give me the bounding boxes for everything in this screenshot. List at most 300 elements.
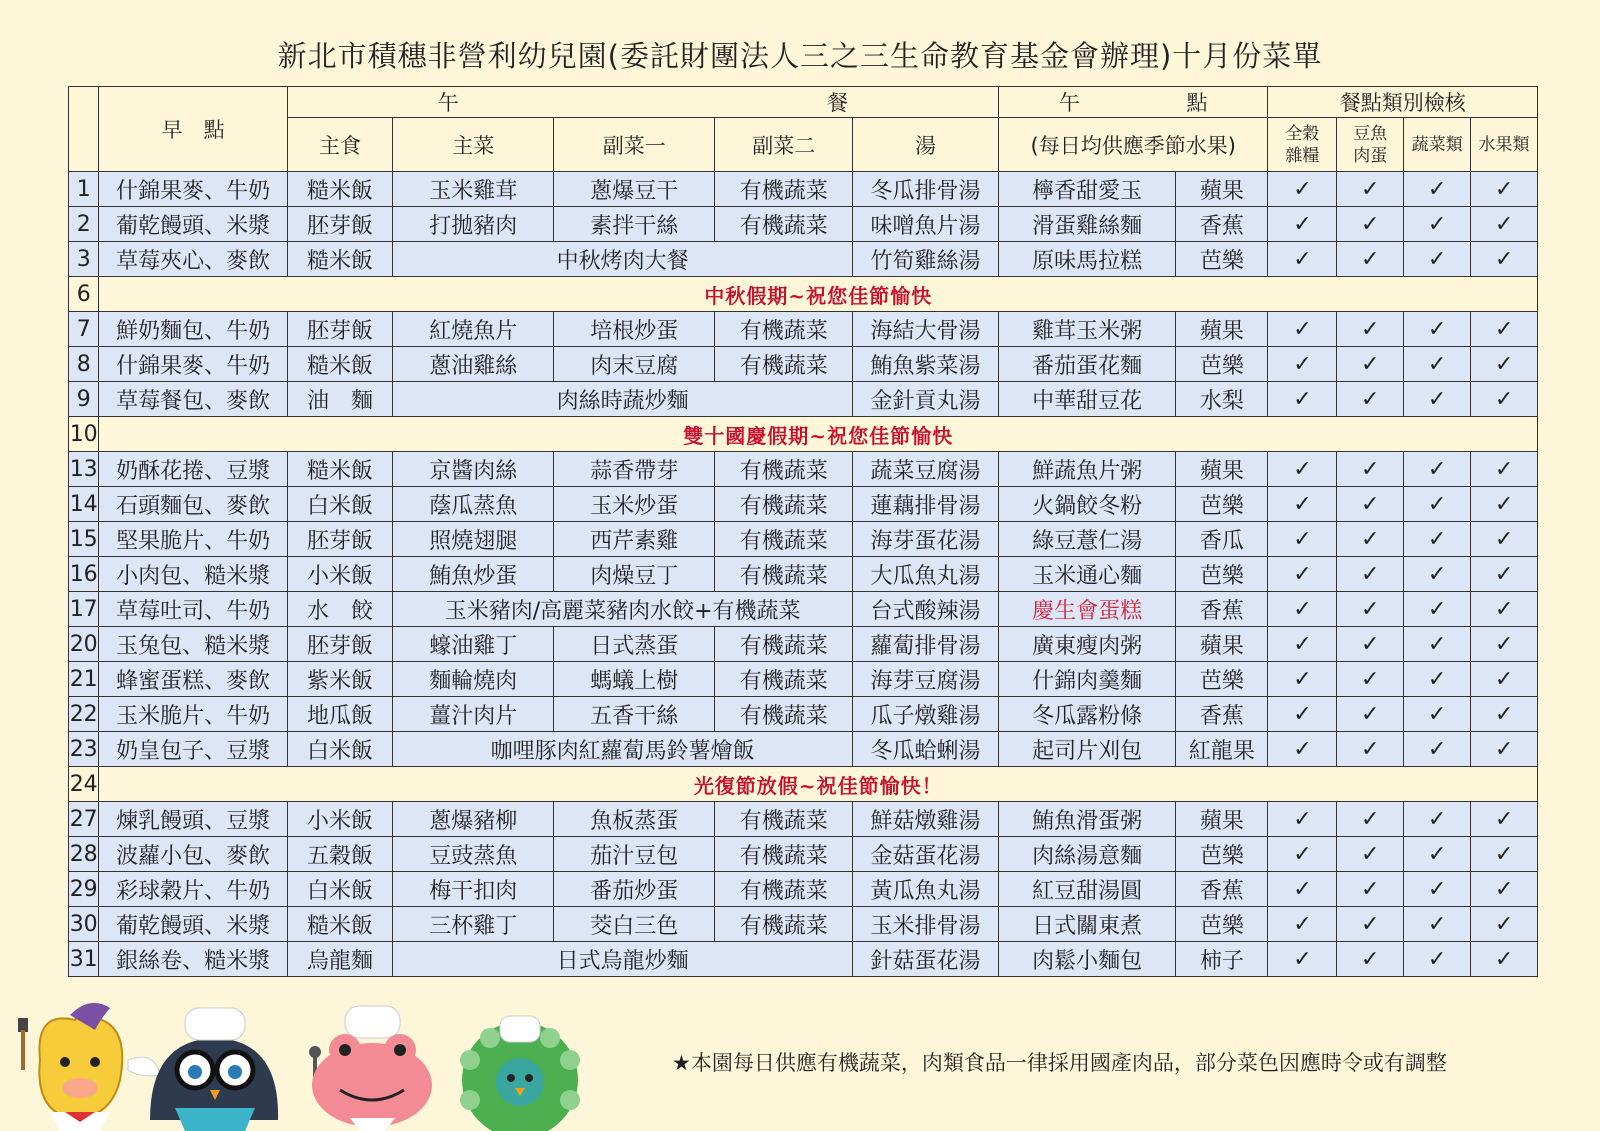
date-cell: 3 [69, 242, 99, 277]
date-cell: 22 [69, 697, 99, 732]
check-protein-mark: ✓ [1337, 697, 1404, 732]
combined-dish-cell: 咖哩豚肉紅蘿蔔馬鈴薯燴飯 [393, 732, 853, 767]
main-dish-cell: 三杯雞丁 [393, 907, 554, 942]
menu-row [69, 242, 1538, 277]
check-protein-mark: ✓ [1337, 662, 1404, 697]
staple-cell: 小米飯 [287, 802, 392, 837]
check-grain-mark: ✓ [1268, 627, 1337, 662]
staple-cell: 糙米飯 [287, 907, 392, 942]
staple-cell: 小米飯 [287, 557, 392, 592]
fruit-cell: 蘋果 [1176, 627, 1268, 662]
menu-row [69, 487, 1538, 522]
side-dish2-cell: 有機蔬菜 [715, 872, 853, 907]
breakfast-cell: 小肉包、糙米漿 [99, 557, 287, 592]
side-dish1-cell: 茄汁豆包 [554, 837, 715, 872]
breakfast-cell: 什錦果麥、牛奶 [99, 172, 287, 207]
check-veg-mark: ✓ [1404, 872, 1471, 907]
holiday-row [69, 767, 1538, 802]
date-cell: 24 [69, 767, 99, 802]
breakfast-cell: 煉乳饅頭、豆漿 [99, 802, 287, 837]
date-cell: 14 [69, 487, 99, 522]
date-cell: 9 [69, 382, 99, 417]
date-cell: 31 [69, 942, 99, 977]
fruit-cell: 芭樂 [1176, 837, 1268, 872]
check-fruit-mark: ✓ [1471, 487, 1538, 522]
menu-row [69, 802, 1538, 837]
check-protein-mark: ✓ [1337, 627, 1404, 662]
side-dish2-cell: 有機蔬菜 [715, 662, 853, 697]
soup-cell: 味噌魚片湯 [853, 207, 999, 242]
snack-cell: 火鍋餃冬粉 [999, 487, 1176, 522]
soup-cell: 玉米排骨湯 [853, 907, 999, 942]
header-snack-left: 午 [1059, 91, 1080, 115]
mascot-frog [309, 1006, 432, 1131]
side-dish2-cell: 有機蔬菜 [715, 627, 853, 662]
breakfast-cell: 草莓夾心、麥飲 [99, 242, 287, 277]
breakfast-cell: 玉兔包、糙米漿 [99, 627, 287, 662]
soup-cell: 冬瓜排骨湯 [853, 172, 999, 207]
check-grain-mark: ✓ [1268, 452, 1337, 487]
header-check-protein [1337, 118, 1404, 172]
check-grain-mark: ✓ [1268, 172, 1337, 207]
check-veg-mark: ✓ [1404, 907, 1471, 942]
menu-row [69, 557, 1538, 592]
snack-cell: 雞茸玉米粥 [999, 312, 1176, 347]
staple-cell: 糙米飯 [287, 452, 392, 487]
holiday-note: 中秋假期~祝您佳節愉快 [99, 277, 1538, 312]
side-dish2-cell: 有機蔬菜 [715, 802, 853, 837]
snack-cell: 肉鬆小麵包 [999, 942, 1176, 977]
check-protein-mark: ✓ [1337, 347, 1404, 382]
menu-row [69, 347, 1538, 382]
soup-cell: 瓜子燉雞湯 [853, 697, 999, 732]
header-check-grain-label: 全穀雜糧 [1285, 123, 1320, 166]
snack-cell: 冬瓜露粉條 [999, 697, 1176, 732]
header-check: 餐點類別檢核 [1268, 87, 1538, 118]
fruit-cell: 芭樂 [1176, 242, 1268, 277]
date-cell: 10 [69, 417, 99, 452]
date-cell: 23 [69, 732, 99, 767]
check-protein-mark: ✓ [1337, 802, 1404, 837]
staple-cell: 糙米飯 [287, 242, 392, 277]
date-cell: 8 [69, 347, 99, 382]
menu-row [69, 907, 1538, 942]
snack-cell: 慶生會蛋糕 [999, 592, 1176, 627]
side-dish2-cell: 有機蔬菜 [715, 907, 853, 942]
staple-cell: 五穀飯 [287, 837, 392, 872]
date-cell: 15 [69, 522, 99, 557]
check-fruit-mark: ✓ [1471, 592, 1538, 627]
breakfast-cell: 什錦果麥、牛奶 [99, 347, 287, 382]
header-check-veg: 蔬菜類 [1404, 118, 1471, 172]
header-breakfast: 早 點 [99, 87, 287, 172]
check-veg-mark: ✓ [1404, 732, 1471, 767]
check-grain-mark: ✓ [1268, 592, 1337, 627]
check-grain-mark: ✓ [1268, 802, 1337, 837]
check-protein-mark: ✓ [1337, 452, 1404, 487]
check-fruit-mark: ✓ [1471, 697, 1538, 732]
header-check-grain [1268, 118, 1337, 172]
header-snack-right: 點 [1186, 91, 1208, 115]
breakfast-cell: 奶酥花捲、豆漿 [99, 452, 287, 487]
fruit-cell: 蘋果 [1176, 802, 1268, 837]
date-cell: 27 [69, 802, 99, 837]
menu-table [68, 86, 1538, 977]
check-veg-mark: ✓ [1404, 802, 1471, 837]
footer-note: ★本園每日供應有機蔬菜，肉類食品一律採用國產肉品，部分菜色因應時令或有調整 [672, 1051, 1447, 1075]
fruit-cell: 蘋果 [1176, 312, 1268, 347]
side-dish1-cell: 素拌干絲 [554, 207, 715, 242]
breakfast-cell: 彩球穀片、牛奶 [99, 872, 287, 907]
combined-dish-cell: 玉米豬肉/高麗菜豬肉水餃+有機蔬菜 [393, 592, 853, 627]
check-veg-mark: ✓ [1404, 557, 1471, 592]
fruit-cell: 水梨 [1176, 382, 1268, 417]
header-side1: 副菜一 [554, 118, 715, 172]
combined-dish-cell: 中秋烤肉大餐 [393, 242, 853, 277]
menu-row [69, 872, 1538, 907]
check-veg-mark: ✓ [1404, 592, 1471, 627]
soup-cell: 蓮藕排骨湯 [853, 487, 999, 522]
fruit-cell: 蘋果 [1176, 452, 1268, 487]
menu-row [69, 732, 1538, 767]
breakfast-cell: 鮮奶麵包、牛奶 [99, 312, 287, 347]
check-grain-mark: ✓ [1268, 242, 1337, 277]
check-protein-mark: ✓ [1337, 312, 1404, 347]
check-fruit-mark: ✓ [1471, 872, 1538, 907]
check-grain-mark: ✓ [1268, 942, 1337, 977]
main-dish-cell: 豆豉蒸魚 [393, 837, 554, 872]
staple-cell: 糙米飯 [287, 347, 392, 382]
breakfast-cell: 石頭麵包、麥飲 [99, 487, 287, 522]
check-veg-mark: ✓ [1404, 522, 1471, 557]
check-fruit-mark: ✓ [1471, 207, 1538, 242]
menu-row [69, 172, 1538, 207]
holiday-note: 雙十國慶假期~祝您佳節愉快 [99, 417, 1538, 452]
side-dish2-cell: 有機蔬菜 [715, 487, 853, 522]
check-grain-mark: ✓ [1268, 312, 1337, 347]
check-protein-mark: ✓ [1337, 522, 1404, 557]
side-dish1-cell: 肉燥豆丁 [554, 557, 715, 592]
header-soup: 湯 [853, 118, 999, 172]
fruit-cell: 香蕉 [1176, 592, 1268, 627]
side-dish1-cell: 玉米炒蛋 [554, 487, 715, 522]
holiday-note: 光復節放假~祝佳節愉快！ [99, 767, 1538, 802]
staple-cell: 白米飯 [287, 732, 392, 767]
menu-row [69, 942, 1538, 977]
mascot-peacock [460, 1016, 580, 1131]
header-staple: 主食 [287, 118, 392, 172]
snack-cell: 什錦肉羹麵 [999, 662, 1176, 697]
fruit-cell: 香蕉 [1176, 872, 1268, 907]
check-fruit-mark: ✓ [1471, 662, 1538, 697]
check-grain-mark: ✓ [1268, 697, 1337, 732]
page-title: 新北市積穗非營利幼兒園(委託財團法人三之三生命教育基金會辦理)十月份菜單 [277, 39, 1323, 73]
soup-cell: 蔬菜豆腐湯 [853, 452, 999, 487]
snack-cell: 番茄蛋花麵 [999, 347, 1176, 382]
staple-cell: 糙米飯 [287, 172, 392, 207]
side-dish1-cell: 魚板蒸蛋 [554, 802, 715, 837]
main-dish-cell: 照燒翅腿 [393, 522, 554, 557]
check-fruit-mark: ✓ [1471, 627, 1538, 662]
side-dish1-cell: 蒜香帶芽 [554, 452, 715, 487]
header-snack [999, 87, 1268, 118]
side-dish1-cell: 茭白三色 [554, 907, 715, 942]
breakfast-cell: 草莓吐司、牛奶 [99, 592, 287, 627]
combined-dish-cell: 日式烏龍炒麵 [393, 942, 853, 977]
staple-cell: 紫米飯 [287, 662, 392, 697]
side-dish2-cell: 有機蔬菜 [715, 837, 853, 872]
header-date-cell [69, 87, 99, 172]
date-cell: 21 [69, 662, 99, 697]
menu-row [69, 522, 1538, 557]
breakfast-cell: 波蘿小包、麥飲 [99, 837, 287, 872]
fruit-cell: 芭樂 [1176, 662, 1268, 697]
check-fruit-mark: ✓ [1471, 452, 1538, 487]
staple-cell: 胚芽飯 [287, 522, 392, 557]
side-dish2-cell: 有機蔬菜 [715, 347, 853, 382]
fruit-cell: 芭樂 [1176, 487, 1268, 522]
check-grain-mark: ✓ [1268, 907, 1337, 942]
check-fruit-mark: ✓ [1471, 382, 1538, 417]
main-dish-cell: 蔥爆豬柳 [393, 802, 554, 837]
main-dish-cell: 蔭瓜蒸魚 [393, 487, 554, 522]
check-grain-mark: ✓ [1268, 522, 1337, 557]
check-fruit-mark: ✓ [1471, 522, 1538, 557]
header-main: 主菜 [393, 118, 554, 172]
date-cell: 13 [69, 452, 99, 487]
menu-row [69, 207, 1538, 242]
soup-cell: 海芽豆腐湯 [853, 662, 999, 697]
check-veg-mark: ✓ [1404, 837, 1471, 872]
main-dish-cell: 京醬肉絲 [393, 452, 554, 487]
check-protein-mark: ✓ [1337, 592, 1404, 627]
soup-cell: 鮮菇燉雞湯 [853, 802, 999, 837]
side-dish1-cell: 螞蟻上樹 [554, 662, 715, 697]
date-cell: 28 [69, 837, 99, 872]
soup-cell: 金針貢丸湯 [853, 382, 999, 417]
mascot-unicorn [18, 1003, 160, 1131]
check-veg-mark: ✓ [1404, 242, 1471, 277]
staple-cell: 烏龍麵 [287, 942, 392, 977]
menu-row [69, 697, 1538, 732]
main-dish-cell: 薑汁肉片 [393, 697, 554, 732]
fruit-cell: 芭樂 [1176, 557, 1268, 592]
side-dish2-cell: 有機蔬菜 [715, 697, 853, 732]
fruit-cell: 蘋果 [1176, 172, 1268, 207]
date-cell: 1 [69, 172, 99, 207]
soup-cell: 海結大骨湯 [853, 312, 999, 347]
main-dish-cell: 紅燒魚片 [393, 312, 554, 347]
header-side2: 副菜二 [715, 118, 853, 172]
check-protein-mark: ✓ [1337, 942, 1404, 977]
snack-cell: 起司片刈包 [999, 732, 1176, 767]
check-fruit-mark: ✓ [1471, 172, 1538, 207]
breakfast-cell: 葡乾饅頭、米漿 [99, 207, 287, 242]
snack-cell: 玉米通心麵 [999, 557, 1176, 592]
side-dish1-cell: 蔥爆豆干 [554, 172, 715, 207]
check-protein-mark: ✓ [1337, 242, 1404, 277]
check-fruit-mark: ✓ [1471, 802, 1538, 837]
check-grain-mark: ✓ [1268, 487, 1337, 522]
side-dish2-cell: 有機蔬菜 [715, 522, 853, 557]
date-cell: 29 [69, 872, 99, 907]
check-veg-mark: ✓ [1404, 942, 1471, 977]
check-fruit-mark: ✓ [1471, 347, 1538, 382]
soup-cell: 蘿蔔排骨湯 [853, 627, 999, 662]
snack-cell: 原味馬拉糕 [999, 242, 1176, 277]
side-dish2-cell: 有機蔬菜 [715, 312, 853, 347]
main-dish-cell: 梅干扣肉 [393, 872, 554, 907]
main-dish-cell: 鮪魚炒蛋 [393, 557, 554, 592]
check-protein-mark: ✓ [1337, 557, 1404, 592]
staple-cell: 胚芽飯 [287, 627, 392, 662]
soup-cell: 台式酸辣湯 [853, 592, 999, 627]
menu-row [69, 627, 1538, 662]
soup-cell: 針菇蛋花湯 [853, 942, 999, 977]
check-fruit-mark: ✓ [1471, 312, 1538, 347]
snack-cell: 紅豆甜湯圓 [999, 872, 1176, 907]
side-dish2-cell: 有機蔬菜 [715, 557, 853, 592]
check-veg-mark: ✓ [1404, 312, 1471, 347]
check-protein-mark: ✓ [1337, 382, 1404, 417]
header-lunch-left: 午 [437, 91, 459, 115]
header-lunch [287, 87, 998, 118]
fruit-cell: 香蕉 [1176, 697, 1268, 732]
fruit-cell: 香瓜 [1176, 522, 1268, 557]
breakfast-cell: 草莓餐包、麥飲 [99, 382, 287, 417]
check-fruit-mark: ✓ [1471, 942, 1538, 977]
check-grain-mark: ✓ [1268, 872, 1337, 907]
date-cell: 2 [69, 207, 99, 242]
side-dish2-cell: 有機蔬菜 [715, 172, 853, 207]
staple-cell: 油 麵 [287, 382, 392, 417]
date-cell: 17 [69, 592, 99, 627]
soup-cell: 竹筍雞絲湯 [853, 242, 999, 277]
menu-row [69, 592, 1538, 627]
breakfast-cell: 銀絲卷、糙米漿 [99, 942, 287, 977]
mascot-owl [150, 1008, 278, 1131]
check-fruit-mark: ✓ [1471, 557, 1538, 592]
date-cell: 16 [69, 557, 99, 592]
side-dish1-cell: 西芹素雞 [554, 522, 715, 557]
side-dish2-cell: 有機蔬菜 [715, 452, 853, 487]
check-veg-mark: ✓ [1404, 627, 1471, 662]
breakfast-cell: 奶皇包子、豆漿 [99, 732, 287, 767]
check-veg-mark: ✓ [1404, 347, 1471, 382]
main-dish-cell: 蔥油雞絲 [393, 347, 554, 382]
check-veg-mark: ✓ [1404, 662, 1471, 697]
side-dish2-cell: 有機蔬菜 [715, 207, 853, 242]
header-check-protein-label: 豆魚肉蛋 [1353, 123, 1388, 166]
date-cell: 7 [69, 312, 99, 347]
check-veg-mark: ✓ [1404, 207, 1471, 242]
check-grain-mark: ✓ [1268, 207, 1337, 242]
staple-cell: 胚芽飯 [287, 312, 392, 347]
soup-cell: 鮪魚紫菜湯 [853, 347, 999, 382]
soup-cell: 大瓜魚丸湯 [853, 557, 999, 592]
snack-cell: 鮪魚滑蛋粥 [999, 802, 1176, 837]
check-veg-mark: ✓ [1404, 487, 1471, 522]
check-grain-mark: ✓ [1268, 837, 1337, 872]
header-check-fruit: 水果類 [1471, 118, 1538, 172]
soup-cell: 冬瓜蛤蜊湯 [853, 732, 999, 767]
check-protein-mark: ✓ [1337, 487, 1404, 522]
check-grain-mark: ✓ [1268, 557, 1337, 592]
check-protein-mark: ✓ [1337, 872, 1404, 907]
staple-cell: 白米飯 [287, 487, 392, 522]
menu-row [69, 837, 1538, 872]
check-grain-mark: ✓ [1268, 732, 1337, 767]
menu-row [69, 662, 1538, 697]
breakfast-cell: 葡乾饅頭、米漿 [99, 907, 287, 942]
check-veg-mark: ✓ [1404, 452, 1471, 487]
check-fruit-mark: ✓ [1471, 907, 1538, 942]
date-cell: 6 [69, 277, 99, 312]
fruit-cell: 柿子 [1176, 942, 1268, 977]
side-dish1-cell: 肉末豆腐 [554, 347, 715, 382]
check-grain-mark: ✓ [1268, 662, 1337, 697]
main-dish-cell: 麵輪燒肉 [393, 662, 554, 697]
side-dish1-cell: 培根炒蛋 [554, 312, 715, 347]
main-dish-cell: 打拋豬肉 [393, 207, 554, 242]
side-dish1-cell: 五香干絲 [554, 697, 715, 732]
side-dish1-cell: 日式蒸蛋 [554, 627, 715, 662]
mascot-illustration [0, 1000, 620, 1131]
header-snack-note: (每日均供應季節水果) [999, 118, 1268, 172]
staple-cell: 白米飯 [287, 872, 392, 907]
fruit-cell: 香蕉 [1176, 207, 1268, 242]
snack-cell: 中華甜豆花 [999, 382, 1176, 417]
check-fruit-mark: ✓ [1471, 242, 1538, 277]
snack-cell: 肉絲湯意麵 [999, 837, 1176, 872]
staple-cell: 胚芽飯 [287, 207, 392, 242]
main-dish-cell: 蠔油雞丁 [393, 627, 554, 662]
check-grain-mark: ✓ [1268, 347, 1337, 382]
menu-row [69, 312, 1538, 347]
menu-row [69, 452, 1538, 487]
breakfast-cell: 玉米脆片、牛奶 [99, 697, 287, 732]
check-protein-mark: ✓ [1337, 837, 1404, 872]
snack-cell: 檸香甜愛玉 [999, 172, 1176, 207]
holiday-row [69, 277, 1538, 312]
side-dish1-cell: 番茄炒蛋 [554, 872, 715, 907]
snack-cell: 鮮蔬魚片粥 [999, 452, 1176, 487]
check-fruit-mark: ✓ [1471, 837, 1538, 872]
soup-cell: 黃瓜魚丸湯 [853, 872, 999, 907]
fruit-cell: 芭樂 [1176, 347, 1268, 382]
date-cell: 20 [69, 627, 99, 662]
fruit-cell: 紅龍果 [1176, 732, 1268, 767]
breakfast-cell: 堅果脆片、牛奶 [99, 522, 287, 557]
date-cell: 30 [69, 907, 99, 942]
check-protein-mark: ✓ [1337, 172, 1404, 207]
check-grain-mark: ✓ [1268, 382, 1337, 417]
snack-cell: 廣東瘦肉粥 [999, 627, 1176, 662]
header-lunch-right: 餐 [827, 91, 848, 115]
holiday-row [69, 417, 1538, 452]
snack-cell: 綠豆薏仁湯 [999, 522, 1176, 557]
combined-dish-cell: 肉絲時蔬炒麵 [393, 382, 853, 417]
menu-row [69, 382, 1538, 417]
soup-cell: 金菇蛋花湯 [853, 837, 999, 872]
check-protein-mark: ✓ [1337, 732, 1404, 767]
check-veg-mark: ✓ [1404, 382, 1471, 417]
snack-cell: 滑蛋雞絲麵 [999, 207, 1176, 242]
main-dish-cell: 玉米雞茸 [393, 172, 554, 207]
staple-cell: 地瓜飯 [287, 697, 392, 732]
check-veg-mark: ✓ [1404, 697, 1471, 732]
fruit-cell: 芭樂 [1176, 907, 1268, 942]
